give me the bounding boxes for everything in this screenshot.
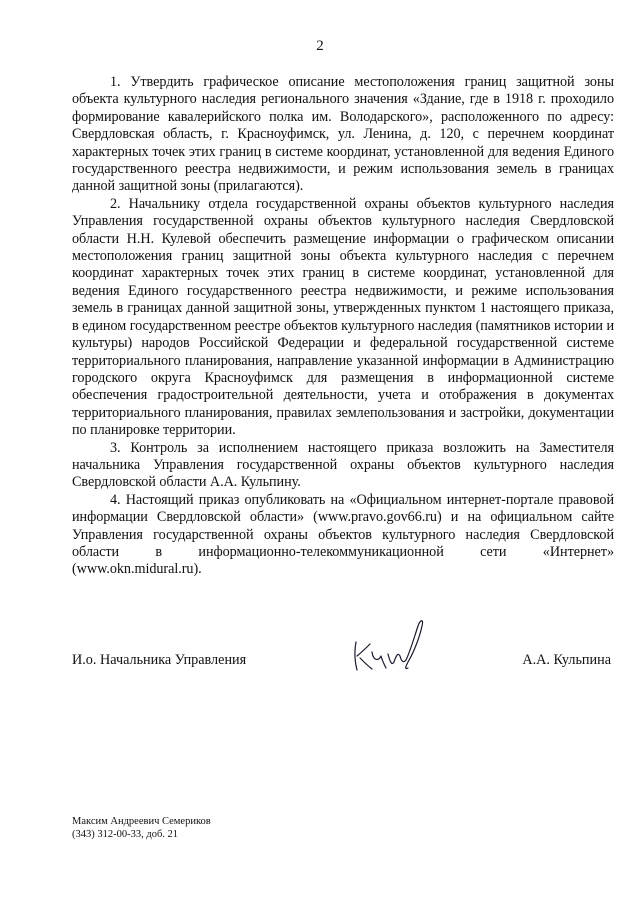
executor-phone: (343) 312-00-33, доб. 21 <box>72 829 179 840</box>
document-body <box>72 74 614 579</box>
signer-name: А.А. Кульпина <box>522 652 611 668</box>
signature-block <box>72 652 614 672</box>
executor-name: Максим Андреевич Семериков <box>72 816 211 827</box>
paragraph-1: 1. Утвердить графическое описание местоположения границ защитной зоны объекта культурного наследия регионального значения «Здание, где в 1918 г. проходило формирование кавалерийского полка им. Володарского», расположенного по адресу: Свердловская область, г. Красноуфимск, ул. Ленина, д. 120, с перечнем координат характерных точек этих границ в системе координат, установленной для ведения Единого государственного реестра недвижимости, и режим использования земель в границах данной защитной зоны (прилагаются). <box>72 74 614 195</box>
paragraph-4: 4. Настоящий приказ опубликовать на «Официальном интернет-портале правовой информации Свердловской области» (www.pravo.gov66.ru) и на официальном сайте Управления государственной охраны объектов культурного наследия Свердловской области в информационно-телекоммуникационной сети «Интернет» (www.okn.midural.ru). <box>72 491 614 578</box>
paragraph-2: 2. Начальнику отдела государственной охраны объектов культурного наследия Управления государственной охраны объектов культурного наследия Свердловской области Н.Н. Кулевой обеспечить размещение информации о графическом описании местоположения границ защитной зоны объекта культурного наследия с перечнем координат характерных точек этих границ в системе координат, установленной для ведения Единого государственного реестра недвижимости, и режиме использования земель в границах данной защитной зоны, утвержденных пунктом 1 настоящего приказа, в едином государственном реестре объектов культурного наследия (памятников истории и культуры) народов Российской Федерации и федеральной государственной системе территориального планирования, направление указанной информации в Администрацию городского округа Красноуфимск для размещения в информационной системе обеспечения градостроительной деятельности, учета и отображения в документах территориального планирования, правилах землепользования и застройки, документации по планировке территории. <box>72 195 614 439</box>
paragraph-3: 3. Контроль за исполнением настоящего приказа возложить на Заместителя начальника Управления государственной охраны объектов культурного наследия Свердловской области А.А. Кульпину. <box>72 439 614 491</box>
signer-position: И.о. Начальника Управления <box>72 652 247 668</box>
executor-info <box>72 815 211 841</box>
page-number: 2 <box>316 38 324 54</box>
